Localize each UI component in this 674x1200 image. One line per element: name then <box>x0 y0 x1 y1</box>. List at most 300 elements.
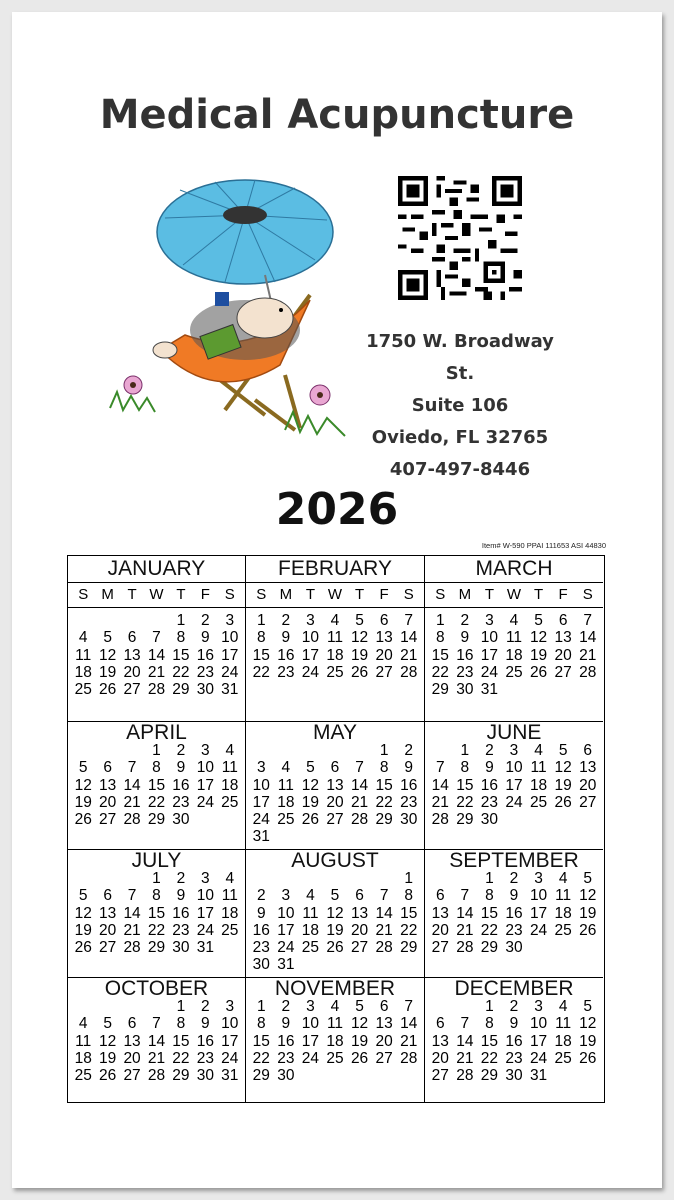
day-number: 14 <box>147 646 166 664</box>
day-number: 8 <box>435 629 445 647</box>
month-name: MAY <box>313 721 357 744</box>
day-number: 8 <box>256 629 266 647</box>
day-number: 11 <box>277 776 294 794</box>
day-number: 8 <box>152 759 161 777</box>
day-number: 4 <box>281 759 291 777</box>
weekday-label: S <box>403 586 414 603</box>
day-number: 10 <box>221 629 239 647</box>
day-number: 10 <box>529 887 548 905</box>
day-number: 17 <box>480 646 499 664</box>
day-number: 7 <box>460 1015 470 1033</box>
day-number: 12 <box>554 759 572 777</box>
day-number: 24 <box>480 663 499 681</box>
day-number: 6 <box>583 742 593 759</box>
day-number: 17 <box>277 921 295 939</box>
day-number: 16 <box>456 646 474 664</box>
day-empty <box>120 742 144 759</box>
month-january <box>68 556 246 722</box>
day-grid <box>68 742 245 828</box>
day-number: 19 <box>326 921 344 939</box>
weekday-label: S <box>435 586 446 603</box>
day-number: 18 <box>505 646 523 664</box>
day-number: 6 <box>330 759 340 777</box>
month-name: JANUARY <box>68 556 245 583</box>
day-empty <box>71 742 95 759</box>
day-number: 17 <box>196 776 214 794</box>
day-number: 7 <box>460 887 470 905</box>
day-empty <box>95 742 119 759</box>
day-empty <box>274 870 299 887</box>
day-empty <box>249 870 274 887</box>
day-number: 21 <box>147 1049 166 1067</box>
month-april <box>68 722 246 850</box>
weekday-label: F <box>558 586 568 603</box>
day-number: 31 <box>221 1067 239 1085</box>
day-number: 14 <box>400 1015 418 1033</box>
day-number: 2 <box>485 742 494 759</box>
day-number: 16 <box>400 776 418 794</box>
day-number: 29 <box>431 681 449 699</box>
day-number: 26 <box>74 811 92 829</box>
day-number: 21 <box>375 921 393 939</box>
day-number: 20 <box>375 646 393 664</box>
day-number: 6 <box>103 887 112 905</box>
day-number: 29 <box>456 811 474 829</box>
day-number: 23 <box>277 1049 295 1067</box>
day-number: 9 <box>509 1015 519 1033</box>
day-number: 8 <box>379 759 389 777</box>
day-number: 29 <box>172 681 190 699</box>
day-number: 10 <box>252 776 270 794</box>
day-number: 7 <box>435 759 445 777</box>
month-june <box>425 722 603 850</box>
day-number: 24 <box>252 811 270 829</box>
day-number: 13 <box>431 1032 449 1050</box>
day-number: 21 <box>123 793 141 811</box>
day-number: 14 <box>375 904 393 922</box>
day-number: 7 <box>355 759 364 777</box>
day-number: 1 <box>176 998 186 1015</box>
day-number: 12 <box>74 904 92 922</box>
day-number: 2 <box>404 742 414 759</box>
day-number: 17 <box>221 1032 239 1050</box>
day-number: 5 <box>534 612 543 629</box>
day-number: 31 <box>196 939 214 957</box>
day-number: 23 <box>505 921 523 939</box>
day-number: 3 <box>306 612 315 629</box>
day-number: 30 <box>196 681 214 699</box>
day-number: 11 <box>326 1015 344 1033</box>
day-number: 18 <box>326 1032 344 1050</box>
month-name: SEPTEMBER <box>449 849 579 872</box>
day-number: 27 <box>123 1067 141 1085</box>
day-number: 8 <box>256 1015 266 1033</box>
day-number: 17 <box>221 646 239 664</box>
day-number: 10 <box>196 887 214 905</box>
day-number: 1 <box>485 998 494 1015</box>
day-number: 15 <box>400 904 418 922</box>
day-number: 9 <box>256 904 266 922</box>
day-number: 25 <box>529 793 548 811</box>
day-number: 6 <box>435 887 445 905</box>
day-number: 20 <box>123 663 141 681</box>
day-number: 3 <box>225 998 235 1015</box>
day-number: 18 <box>301 921 320 939</box>
day-number: 10 <box>480 629 499 647</box>
day-number: 30 <box>172 811 190 829</box>
day-number: 1 <box>152 742 161 759</box>
day-number: 7 <box>583 612 593 629</box>
day-number: 8 <box>404 887 414 905</box>
day-number: 20 <box>350 921 369 939</box>
hedgehog-icon <box>153 292 300 360</box>
day-number: 31 <box>252 828 270 846</box>
day-number: 11 <box>555 1015 572 1033</box>
day-number: 22 <box>172 663 190 681</box>
day-number: 22 <box>375 793 393 811</box>
day-number: 10 <box>301 1015 320 1033</box>
day-number: 24 <box>505 793 523 811</box>
weekday-label: T <box>127 586 137 603</box>
month-name: FEBRUARY <box>246 556 424 583</box>
day-number: 5 <box>355 998 364 1015</box>
day-number: 17 <box>529 904 548 922</box>
day-number: 24 <box>301 663 320 681</box>
day-number: 13 <box>579 759 597 777</box>
day-number: 6 <box>127 1015 137 1033</box>
day-number: 22 <box>252 663 270 681</box>
day-number: 9 <box>485 759 494 777</box>
day-number: 3 <box>306 998 315 1015</box>
weekday-label: M <box>101 586 114 603</box>
month-may <box>246 722 425 850</box>
day-number: 4 <box>306 887 315 905</box>
day-number: 11 <box>75 1032 92 1050</box>
day-number: 19 <box>301 793 320 811</box>
day-number: 15 <box>375 776 393 794</box>
day-number: 29 <box>147 939 166 957</box>
day-number: 8 <box>176 629 186 647</box>
day-number: 9 <box>281 629 291 647</box>
month-name: OCTOBER <box>104 977 209 1000</box>
day-number: 15 <box>172 646 190 664</box>
day-number: 16 <box>196 646 214 664</box>
day-number: 13 <box>554 629 572 647</box>
day-number: 10 <box>529 1015 548 1033</box>
day-number: 20 <box>431 921 449 939</box>
weekday-label: T <box>305 586 315 603</box>
day-number: 15 <box>480 1032 499 1050</box>
day-number: 15 <box>147 776 166 794</box>
day-number: 7 <box>127 887 137 905</box>
day-number: 18 <box>277 793 295 811</box>
day-number: 16 <box>277 646 295 664</box>
day-number: 31 <box>277 956 295 974</box>
day-number: 15 <box>252 1032 270 1050</box>
day-number: 11 <box>530 759 547 777</box>
day-number: 15 <box>480 904 499 922</box>
day-number: 2 <box>176 742 186 759</box>
day-number: 25 <box>277 811 295 829</box>
day-number: 14 <box>431 776 449 794</box>
day-number: 23 <box>505 1049 523 1067</box>
day-number: 11 <box>505 629 523 647</box>
day-number: 21 <box>431 793 449 811</box>
day-number: 22 <box>400 921 418 939</box>
day-number: 27 <box>431 1067 449 1085</box>
day-number: 20 <box>579 776 597 794</box>
day-number: 10 <box>196 759 214 777</box>
day-empty <box>347 742 372 759</box>
phone-number[interactable]: 407-497-8446 <box>389 459 531 480</box>
day-number: 11 <box>221 759 238 777</box>
weekday-label: T <box>354 586 365 603</box>
day-number: 14 <box>400 629 418 647</box>
day-number: 6 <box>127 629 137 647</box>
day-number: 20 <box>123 1049 141 1067</box>
day-number: 3 <box>201 742 210 759</box>
day-number: 27 <box>579 793 597 811</box>
day-number: 30 <box>456 681 474 699</box>
day-number: 16 <box>480 776 499 794</box>
day-number: 28 <box>123 811 141 829</box>
day-number: 14 <box>123 904 141 922</box>
day-number: 26 <box>350 663 369 681</box>
day-empty <box>144 998 168 1015</box>
day-number: 16 <box>196 1032 214 1050</box>
weekday-label: S <box>224 586 235 603</box>
day-number: 21 <box>400 646 418 664</box>
day-number: 6 <box>103 759 112 777</box>
qr-code-icon[interactable] <box>398 176 522 300</box>
day-number: 5 <box>78 759 88 777</box>
day-number: 5 <box>558 742 568 759</box>
day-number: 1 <box>404 870 414 887</box>
day-number: 10 <box>505 759 523 777</box>
day-number: 26 <box>99 681 117 699</box>
day-grid <box>68 870 245 956</box>
day-empty <box>453 998 478 1015</box>
day-number: 29 <box>400 939 418 957</box>
day-number: 19 <box>99 1049 117 1067</box>
weekday-label: S <box>582 586 593 603</box>
day-number: 29 <box>375 811 393 829</box>
day-number: 24 <box>529 921 548 939</box>
day-number: 31 <box>221 681 239 699</box>
day-number: 25 <box>74 681 92 699</box>
day-number: 20 <box>375 1032 393 1050</box>
city-state-zip: Oviedo, FL 32765 <box>371 427 549 448</box>
day-number: 28 <box>579 663 597 681</box>
day-number: 4 <box>78 629 88 647</box>
day-number: 16 <box>505 1032 523 1050</box>
day-empty <box>120 612 144 629</box>
day-number: 20 <box>99 793 117 811</box>
day-number: 26 <box>301 811 320 829</box>
month-march <box>425 556 603 722</box>
weekday-label: W <box>506 586 522 603</box>
day-number: 26 <box>579 1049 597 1067</box>
day-number: 2 <box>281 612 291 629</box>
weekday-label: S <box>78 586 89 603</box>
day-number: 5 <box>103 1015 112 1033</box>
street-address: 1750 W. Broadway St. <box>366 331 554 384</box>
day-number: 3 <box>225 612 235 629</box>
day-empty <box>323 742 348 759</box>
day-number: 11 <box>326 629 344 647</box>
day-number: 24 <box>277 939 295 957</box>
day-number: 14 <box>147 1032 166 1050</box>
day-number: 30 <box>196 1067 214 1085</box>
day-empty <box>428 998 453 1015</box>
day-number: 4 <box>225 870 235 887</box>
day-number: 23 <box>400 793 418 811</box>
day-number: 22 <box>147 793 166 811</box>
day-number: 9 <box>404 759 414 777</box>
month-november <box>246 978 425 1102</box>
day-number: 21 <box>579 646 597 664</box>
day-number: 12 <box>99 1032 117 1050</box>
day-empty <box>120 998 144 1015</box>
day-number: 30 <box>505 1067 523 1085</box>
day-grid <box>68 612 245 698</box>
day-number: 26 <box>326 939 344 957</box>
month-name: JUNE <box>486 721 542 744</box>
day-number: 9 <box>201 629 210 647</box>
day-number: 2 <box>509 870 519 887</box>
day-empty <box>95 998 119 1015</box>
day-number: 22 <box>252 1049 270 1067</box>
day-number: 26 <box>554 793 572 811</box>
day-number: 1 <box>485 870 494 887</box>
day-number: 28 <box>375 939 393 957</box>
day-number: 29 <box>252 1067 270 1085</box>
day-number: 27 <box>350 939 369 957</box>
day-number: 22 <box>172 1049 190 1067</box>
day-number: 18 <box>529 776 548 794</box>
day-empty <box>298 742 323 759</box>
day-number: 4 <box>225 742 235 759</box>
day-empty <box>372 870 397 887</box>
day-number: 6 <box>379 998 389 1015</box>
day-number: 18 <box>221 776 239 794</box>
day-number: 27 <box>99 811 117 829</box>
day-number: 10 <box>221 1015 239 1033</box>
day-number: 29 <box>147 811 166 829</box>
month-december <box>425 978 603 1102</box>
day-number: 12 <box>350 1015 369 1033</box>
day-number: 27 <box>123 681 141 699</box>
day-number: 28 <box>456 1067 474 1085</box>
day-number: 22 <box>431 663 449 681</box>
month-name: DECEMBER <box>454 977 574 1000</box>
day-number: 7 <box>152 629 161 647</box>
day-number: 21 <box>456 1049 474 1067</box>
day-number: 17 <box>252 793 270 811</box>
day-number: 18 <box>554 904 572 922</box>
day-empty <box>95 870 119 887</box>
day-number: 29 <box>480 1067 499 1085</box>
day-number: 4 <box>534 742 543 759</box>
day-number: 30 <box>480 811 499 829</box>
day-number: 12 <box>74 776 92 794</box>
day-number: 15 <box>431 646 449 664</box>
day-grid <box>246 998 424 1084</box>
day-number: 17 <box>301 1032 320 1050</box>
day-number: 19 <box>554 776 572 794</box>
day-number: 24 <box>221 1049 239 1067</box>
day-number: 3 <box>534 870 543 887</box>
day-number: 13 <box>350 904 369 922</box>
suite-number: Suite 106 <box>411 395 509 416</box>
day-number: 15 <box>172 1032 190 1050</box>
weekday-label: M <box>279 586 293 603</box>
day-number: 30 <box>252 956 270 974</box>
day-number: 31 <box>480 681 499 699</box>
day-number: 19 <box>99 663 117 681</box>
month-february <box>246 556 425 722</box>
day-number: 16 <box>277 1032 295 1050</box>
weekday-label: T <box>484 586 494 603</box>
day-number: 24 <box>301 1049 320 1067</box>
day-number: 21 <box>147 663 166 681</box>
day-number: 29 <box>172 1067 190 1085</box>
day-number: 10 <box>301 629 320 647</box>
day-empty <box>71 870 95 887</box>
day-number: 27 <box>375 1049 393 1067</box>
day-number: 26 <box>74 939 92 957</box>
day-number: 24 <box>221 663 239 681</box>
day-number: 12 <box>579 887 597 905</box>
day-empty <box>71 612 95 629</box>
day-number: 2 <box>281 998 291 1015</box>
day-number: 25 <box>505 663 523 681</box>
day-number: 8 <box>152 887 161 905</box>
day-number: 25 <box>554 1049 572 1067</box>
day-number: 7 <box>152 1015 161 1033</box>
day-number: 9 <box>176 759 186 777</box>
day-number: 4 <box>78 1015 88 1033</box>
day-number: 23 <box>196 1049 214 1067</box>
day-number: 7 <box>404 998 414 1015</box>
day-number: 5 <box>330 887 340 905</box>
day-number: 28 <box>350 811 369 829</box>
day-number: 25 <box>74 1067 92 1085</box>
day-number: 14 <box>456 1032 474 1050</box>
day-number: 26 <box>99 1067 117 1085</box>
day-number: 19 <box>579 1032 597 1050</box>
day-number: 27 <box>326 811 344 829</box>
umbrella-icon <box>157 180 333 310</box>
day-number: 3 <box>485 612 494 629</box>
day-number: 6 <box>355 887 364 905</box>
day-empty <box>274 742 299 759</box>
day-number: 28 <box>456 939 474 957</box>
day-number: 13 <box>99 776 117 794</box>
month-september <box>425 850 603 978</box>
day-number: 30 <box>505 939 523 957</box>
month-name: APRIL <box>126 721 187 744</box>
day-number: 25 <box>326 1049 344 1067</box>
day-grid <box>246 742 424 846</box>
day-grid <box>425 998 603 1084</box>
day-number: 22 <box>456 793 474 811</box>
day-number: 11 <box>221 887 238 905</box>
day-number: 2 <box>460 612 470 629</box>
day-number: 9 <box>509 887 519 905</box>
day-number: 19 <box>74 921 92 939</box>
day-number: 4 <box>509 612 519 629</box>
